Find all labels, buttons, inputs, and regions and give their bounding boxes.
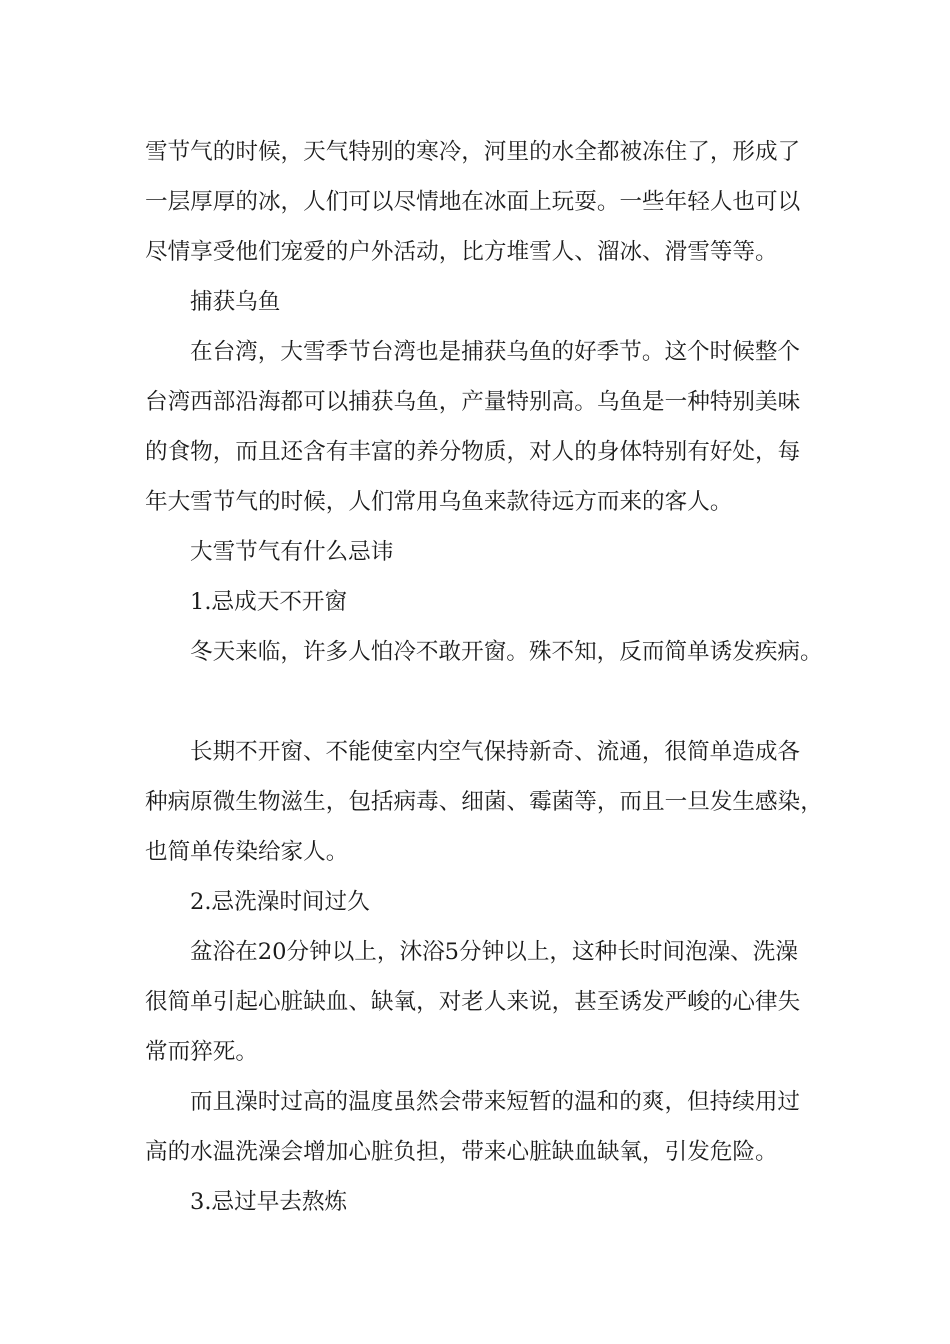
paragraph-line: 高的水温洗澡会增加心脏负担，带来心脏缺血缺氧，引发危险。: [145, 1139, 778, 1165]
paragraph-line: 常而猝死。: [145, 1039, 258, 1065]
paragraph-line: 而且澡时过高的温度虽然会带来短暂的温和的爽，但持续用过: [190, 1089, 801, 1115]
section-heading: 大雪节气有什么忌讳: [190, 539, 394, 565]
paragraph-line: 尽情享受他们宠爱的户外活动，比方堆雪人、溜冰、滑雪等等。: [145, 239, 778, 265]
list-item-heading: 3.忌过早去熬炼: [190, 1189, 348, 1215]
paragraph-line: 长期不开窗、不能使室内空气保持新奇、流通，很简单造成各: [190, 739, 801, 765]
paragraph-line: 很简单引起心脏缺血、缺氧，对老人来说，甚至诱发严峻的心律失: [145, 989, 801, 1015]
paragraph-line: 台湾西部沿海都可以捕获乌鱼，产量特别高。乌鱼是一种特别美味: [145, 389, 801, 415]
paragraph-line: 的食物，而且还含有丰富的养分物质，对人的身体特别有好处，每: [145, 439, 801, 465]
paragraph-line: 在台湾，大雪季节台湾也是捕获乌鱼的好季节。这个时候整个: [190, 339, 801, 365]
paragraph-line: 一层厚厚的冰，人们可以尽情地在冰面上玩耍。一些年轻人也可以: [145, 189, 801, 215]
paragraph-line: 雪节气的时候，天气特别的寒冷，河里的水全都被冻住了，形成了: [145, 139, 801, 165]
section-heading: 捕获乌鱼: [190, 289, 281, 315]
paragraph-line: 也简单传染给家人。: [145, 839, 349, 865]
paragraph-line: 冬天来临，许多人怕冷不敢开窗。殊不知，反而简单诱发疾病。: [190, 639, 823, 665]
paragraph-line: 年大雪节气的时候，人们常用乌鱼来款待远方而来的客人。: [145, 489, 733, 515]
paragraph-line: 种病原微生物滋生，包括病毒、细菌、霉菌等，而且一旦发生感染，: [145, 789, 823, 815]
paragraph-line: 盆浴在20分钟以上，沐浴5分钟以上，这种长时间泡澡、洗澡: [190, 939, 798, 965]
list-item-heading: 1.忌成天不开窗: [190, 589, 348, 615]
list-item-heading: 2.忌洗澡时间过久: [190, 889, 370, 915]
